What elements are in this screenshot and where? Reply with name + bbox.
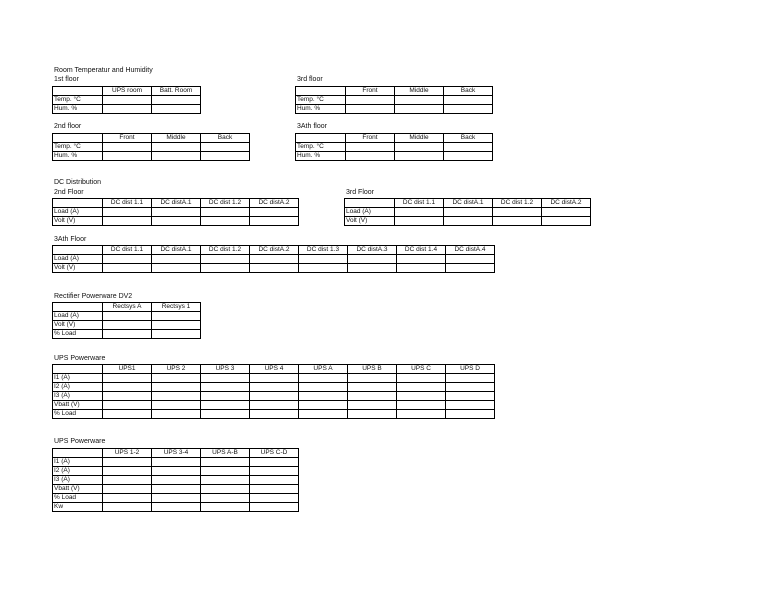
empty-entry-cell bbox=[152, 374, 201, 383]
table-row bbox=[53, 410, 495, 419]
empty-entry-cell bbox=[346, 105, 395, 114]
dc-2nd-floor-label: 2nd Floor bbox=[54, 189, 84, 196]
empty-entry-cell bbox=[103, 208, 152, 217]
table-header-row bbox=[53, 246, 495, 255]
table-row bbox=[53, 330, 201, 339]
empty-entry-cell bbox=[152, 476, 201, 485]
empty-entry-cell bbox=[250, 383, 299, 392]
row-label: Hum. % bbox=[53, 152, 103, 161]
ups-table bbox=[52, 364, 495, 419]
empty-entry-cell bbox=[152, 208, 201, 217]
empty-entry-cell bbox=[103, 392, 152, 401]
column-header: DC distA.2 bbox=[250, 246, 299, 255]
empty-entry-cell bbox=[201, 494, 250, 503]
empty-entry-cell bbox=[103, 458, 152, 467]
empty-entry-cell bbox=[201, 255, 250, 264]
table-row bbox=[53, 152, 250, 161]
empty-entry-cell bbox=[152, 217, 201, 226]
empty-entry-cell bbox=[446, 410, 495, 419]
column-header: Rectsys A bbox=[103, 303, 152, 312]
empty-entry-cell bbox=[103, 383, 152, 392]
empty-entry-cell bbox=[397, 264, 446, 273]
column-header: Front bbox=[346, 134, 395, 143]
row-label: Load (A) bbox=[53, 312, 103, 321]
empty-entry-cell bbox=[103, 330, 152, 339]
empty-entry-cell bbox=[201, 485, 250, 494]
header-corner-cell bbox=[53, 199, 103, 208]
table-header-row bbox=[53, 365, 495, 374]
row-label: Temp. °C bbox=[53, 143, 103, 152]
row-label: Temp. °C bbox=[296, 96, 346, 105]
empty-entry-cell bbox=[152, 312, 201, 321]
column-header: DC dist 1.1 bbox=[395, 199, 444, 208]
empty-entry-cell bbox=[444, 217, 493, 226]
empty-entry-cell bbox=[152, 485, 201, 494]
empty-entry-cell bbox=[103, 467, 152, 476]
table-row bbox=[53, 503, 299, 512]
table-row bbox=[296, 105, 493, 114]
empty-entry-cell bbox=[103, 264, 152, 273]
empty-entry-cell bbox=[201, 476, 250, 485]
empty-entry-cell bbox=[446, 255, 495, 264]
rectifier-title: Rectifier Powerware DV2 bbox=[54, 293, 133, 300]
table-row bbox=[53, 485, 299, 494]
empty-entry-cell bbox=[397, 410, 446, 419]
empty-entry-cell bbox=[446, 374, 495, 383]
column-header: Back bbox=[444, 134, 493, 143]
table-header-row bbox=[53, 87, 201, 96]
table-header-row bbox=[53, 199, 299, 208]
empty-entry-cell bbox=[444, 105, 493, 114]
row-label: Hum. % bbox=[296, 105, 346, 114]
room-3ath-floor-label: 3Ath floor bbox=[297, 123, 327, 130]
ups-paired-section-title: UPS Powerware bbox=[54, 438, 106, 445]
column-header: DC distA.2 bbox=[542, 199, 591, 208]
empty-entry-cell bbox=[152, 321, 201, 330]
room-1st-floor-label: 1st floor bbox=[54, 76, 79, 83]
empty-entry-cell bbox=[250, 392, 299, 401]
row-label: % Load bbox=[53, 494, 103, 503]
empty-entry-cell bbox=[493, 208, 542, 217]
empty-entry-cell bbox=[250, 485, 299, 494]
header-corner-cell bbox=[53, 134, 103, 143]
empty-entry-cell bbox=[201, 143, 250, 152]
empty-entry-cell bbox=[201, 208, 250, 217]
empty-entry-cell bbox=[103, 143, 152, 152]
dc-3rd-floor-label: 3rd Floor bbox=[346, 189, 375, 196]
column-header: Middle bbox=[395, 134, 444, 143]
row-label: I2 (A) bbox=[53, 467, 103, 476]
row-label: Hum. % bbox=[53, 105, 103, 114]
table-header-row bbox=[53, 134, 250, 143]
empty-entry-cell bbox=[250, 374, 299, 383]
empty-entry-cell bbox=[152, 383, 201, 392]
row-label: Hum. % bbox=[296, 152, 346, 161]
empty-entry-cell bbox=[395, 96, 444, 105]
empty-entry-cell bbox=[348, 374, 397, 383]
dc-3rd-floor-table bbox=[344, 198, 591, 226]
column-header: DC dist 1.1 bbox=[103, 246, 152, 255]
empty-entry-cell bbox=[395, 152, 444, 161]
table-row bbox=[345, 208, 591, 217]
empty-entry-cell bbox=[152, 401, 201, 410]
empty-entry-cell bbox=[152, 255, 201, 264]
table-header-row bbox=[53, 449, 299, 458]
column-header: Middle bbox=[395, 87, 444, 96]
empty-entry-cell bbox=[201, 503, 250, 512]
empty-entry-cell bbox=[250, 217, 299, 226]
room-2nd-floor-table bbox=[52, 133, 250, 161]
table-row bbox=[53, 217, 299, 226]
empty-entry-cell bbox=[542, 217, 591, 226]
row-label: Kw bbox=[53, 503, 103, 512]
table-row bbox=[296, 152, 493, 161]
table-row bbox=[53, 312, 201, 321]
column-header: DC dist 1.4 bbox=[397, 246, 446, 255]
column-header: UPS A bbox=[299, 365, 348, 374]
empty-entry-cell bbox=[152, 152, 201, 161]
row-label: Load (A) bbox=[345, 208, 395, 217]
row-label: I2 (A) bbox=[53, 383, 103, 392]
empty-entry-cell bbox=[446, 264, 495, 273]
empty-entry-cell bbox=[444, 96, 493, 105]
empty-entry-cell bbox=[250, 467, 299, 476]
row-label: I1 (A) bbox=[53, 458, 103, 467]
empty-entry-cell bbox=[152, 264, 201, 273]
table-row bbox=[296, 143, 493, 152]
empty-entry-cell bbox=[395, 217, 444, 226]
table-row bbox=[296, 96, 493, 105]
header-corner-cell bbox=[53, 246, 103, 255]
table-row bbox=[53, 392, 495, 401]
row-label: Vbatt (V) bbox=[53, 485, 103, 494]
table-row bbox=[53, 401, 495, 410]
room-3rd-floor-table bbox=[295, 86, 493, 114]
table-row bbox=[53, 467, 299, 476]
empty-entry-cell bbox=[201, 467, 250, 476]
empty-entry-cell bbox=[103, 410, 152, 419]
column-header: DC distA.1 bbox=[152, 246, 201, 255]
header-corner-cell bbox=[53, 303, 103, 312]
empty-entry-cell bbox=[103, 312, 152, 321]
row-label: Volt (V) bbox=[53, 321, 103, 330]
table-row bbox=[53, 143, 250, 152]
column-header: Front bbox=[346, 87, 395, 96]
empty-entry-cell bbox=[250, 401, 299, 410]
column-header: Front bbox=[103, 134, 152, 143]
empty-entry-cell bbox=[152, 467, 201, 476]
empty-entry-cell bbox=[103, 401, 152, 410]
empty-entry-cell bbox=[444, 152, 493, 161]
header-corner-cell bbox=[53, 449, 103, 458]
empty-entry-cell bbox=[346, 96, 395, 105]
table-row bbox=[53, 264, 495, 273]
header-corner-cell bbox=[296, 87, 346, 96]
column-header: UPS C-D bbox=[250, 449, 299, 458]
empty-entry-cell bbox=[446, 392, 495, 401]
column-header: Back bbox=[201, 134, 250, 143]
empty-entry-cell bbox=[201, 217, 250, 226]
empty-entry-cell bbox=[152, 96, 201, 105]
empty-entry-cell bbox=[446, 401, 495, 410]
table-row bbox=[345, 217, 591, 226]
empty-entry-cell bbox=[397, 401, 446, 410]
empty-entry-cell bbox=[201, 152, 250, 161]
empty-entry-cell bbox=[395, 208, 444, 217]
empty-entry-cell bbox=[250, 494, 299, 503]
column-header: DC distA.1 bbox=[444, 199, 493, 208]
column-header: UPS 3-4 bbox=[152, 449, 201, 458]
empty-entry-cell bbox=[346, 152, 395, 161]
empty-entry-cell bbox=[299, 410, 348, 419]
empty-entry-cell bbox=[201, 383, 250, 392]
column-header: UPS 1-2 bbox=[103, 449, 152, 458]
empty-entry-cell bbox=[201, 401, 250, 410]
empty-entry-cell bbox=[444, 143, 493, 152]
empty-entry-cell bbox=[201, 374, 250, 383]
column-header: DC distA.3 bbox=[348, 246, 397, 255]
empty-entry-cell bbox=[201, 392, 250, 401]
room-2nd-floor-label: 2nd floor bbox=[54, 123, 82, 130]
empty-entry-cell bbox=[446, 383, 495, 392]
empty-entry-cell bbox=[299, 401, 348, 410]
rectifier-table bbox=[52, 302, 201, 339]
dc-3ath-floor-table bbox=[52, 245, 495, 273]
column-header: Back bbox=[444, 87, 493, 96]
empty-entry-cell bbox=[103, 96, 152, 105]
table-row bbox=[53, 321, 201, 330]
empty-entry-cell bbox=[103, 152, 152, 161]
table-row bbox=[53, 458, 299, 467]
column-header: DC dist 1.2 bbox=[201, 199, 250, 208]
room-section-title: Room Temperatur and Humidity bbox=[54, 67, 153, 74]
header-corner-cell bbox=[53, 87, 103, 96]
dc-2nd-floor-table bbox=[52, 198, 299, 226]
empty-entry-cell bbox=[152, 392, 201, 401]
table-row bbox=[53, 476, 299, 485]
empty-entry-cell bbox=[348, 410, 397, 419]
column-header: DC distA.1 bbox=[152, 199, 201, 208]
empty-entry-cell bbox=[152, 410, 201, 419]
column-header: UPS D bbox=[446, 365, 495, 374]
table-header-row bbox=[53, 303, 201, 312]
room-3ath-floor-table bbox=[295, 133, 493, 161]
empty-entry-cell bbox=[103, 255, 152, 264]
empty-entry-cell bbox=[397, 374, 446, 383]
empty-entry-cell bbox=[348, 264, 397, 273]
empty-entry-cell bbox=[201, 264, 250, 273]
table-row bbox=[53, 255, 495, 264]
empty-entry-cell bbox=[250, 255, 299, 264]
dc-section-title: DC Distribution bbox=[54, 179, 102, 186]
empty-entry-cell bbox=[397, 392, 446, 401]
empty-entry-cell bbox=[152, 503, 201, 512]
row-label: % Load bbox=[53, 410, 103, 419]
row-label: Load (A) bbox=[53, 208, 103, 217]
room-1st-floor-table bbox=[52, 86, 201, 114]
empty-entry-cell bbox=[250, 476, 299, 485]
empty-entry-cell bbox=[201, 458, 250, 467]
empty-entry-cell bbox=[103, 476, 152, 485]
row-label: % Load bbox=[53, 330, 103, 339]
column-header: UPS 2 bbox=[152, 365, 201, 374]
row-label: Volt (V) bbox=[53, 264, 103, 273]
header-corner-cell bbox=[53, 365, 103, 374]
empty-entry-cell bbox=[299, 255, 348, 264]
table-header-row bbox=[296, 134, 493, 143]
empty-entry-cell bbox=[152, 330, 201, 339]
room-3rd-floor-label: 3rd floor bbox=[297, 76, 323, 83]
empty-entry-cell bbox=[299, 264, 348, 273]
column-header: UPS 4 bbox=[250, 365, 299, 374]
table-row bbox=[53, 105, 201, 114]
row-label: I3 (A) bbox=[53, 476, 103, 485]
row-label: Vbatt (V) bbox=[53, 401, 103, 410]
table-row bbox=[53, 96, 201, 105]
row-label: Load (A) bbox=[53, 255, 103, 264]
empty-entry-cell bbox=[493, 217, 542, 226]
column-header: UPS1 bbox=[103, 365, 152, 374]
row-label: I3 (A) bbox=[53, 392, 103, 401]
row-label: I1 (A) bbox=[53, 374, 103, 383]
empty-entry-cell bbox=[542, 208, 591, 217]
column-header: DC dist 1.2 bbox=[201, 246, 250, 255]
column-header: DC dist 1.2 bbox=[493, 199, 542, 208]
empty-entry-cell bbox=[348, 255, 397, 264]
header-corner-cell bbox=[296, 134, 346, 143]
empty-entry-cell bbox=[348, 383, 397, 392]
table-header-row bbox=[296, 87, 493, 96]
column-header: DC dist 1.1 bbox=[103, 199, 152, 208]
empty-entry-cell bbox=[103, 503, 152, 512]
table-row bbox=[53, 494, 299, 503]
row-label: Volt (V) bbox=[53, 217, 103, 226]
row-label: Temp. °C bbox=[53, 96, 103, 105]
empty-entry-cell bbox=[103, 105, 152, 114]
column-header: UPS C bbox=[397, 365, 446, 374]
empty-entry-cell bbox=[152, 105, 201, 114]
column-header: Batt. Room bbox=[152, 87, 201, 96]
empty-entry-cell bbox=[397, 255, 446, 264]
empty-entry-cell bbox=[397, 383, 446, 392]
empty-entry-cell bbox=[250, 503, 299, 512]
empty-entry-cell bbox=[103, 374, 152, 383]
column-header: UPS A-B bbox=[201, 449, 250, 458]
table-row bbox=[53, 374, 495, 383]
column-header: DC dist 1.3 bbox=[299, 246, 348, 255]
empty-entry-cell bbox=[250, 208, 299, 217]
column-header: UPS 3 bbox=[201, 365, 250, 374]
empty-entry-cell bbox=[103, 321, 152, 330]
empty-entry-cell bbox=[348, 401, 397, 410]
ups-section-title: UPS Powerware bbox=[54, 355, 106, 362]
empty-entry-cell bbox=[103, 494, 152, 503]
empty-entry-cell bbox=[152, 143, 201, 152]
column-header: UPS B bbox=[348, 365, 397, 374]
empty-entry-cell bbox=[299, 392, 348, 401]
empty-entry-cell bbox=[444, 208, 493, 217]
empty-entry-cell bbox=[299, 374, 348, 383]
column-header: DC distA.2 bbox=[250, 199, 299, 208]
empty-entry-cell bbox=[201, 410, 250, 419]
table-row bbox=[53, 208, 299, 217]
empty-entry-cell bbox=[395, 105, 444, 114]
empty-entry-cell bbox=[250, 410, 299, 419]
table-header-row bbox=[345, 199, 591, 208]
column-header: UPS room bbox=[103, 87, 152, 96]
empty-entry-cell bbox=[395, 143, 444, 152]
column-header: Rectsys 1 bbox=[152, 303, 201, 312]
column-header: DC distA.4 bbox=[446, 246, 495, 255]
dc-3ath-floor-label: 3Ath Floor bbox=[54, 236, 87, 243]
empty-entry-cell bbox=[250, 264, 299, 273]
empty-entry-cell bbox=[348, 392, 397, 401]
row-label: Temp. °C bbox=[296, 143, 346, 152]
ups-paired-table bbox=[52, 448, 299, 512]
column-header: Middle bbox=[152, 134, 201, 143]
table-row bbox=[53, 383, 495, 392]
row-label: Volt (V) bbox=[345, 217, 395, 226]
empty-entry-cell bbox=[152, 494, 201, 503]
empty-entry-cell bbox=[103, 217, 152, 226]
header-corner-cell bbox=[345, 199, 395, 208]
empty-entry-cell bbox=[299, 383, 348, 392]
empty-entry-cell bbox=[103, 485, 152, 494]
empty-entry-cell bbox=[152, 458, 201, 467]
empty-entry-cell bbox=[250, 458, 299, 467]
empty-entry-cell bbox=[346, 143, 395, 152]
